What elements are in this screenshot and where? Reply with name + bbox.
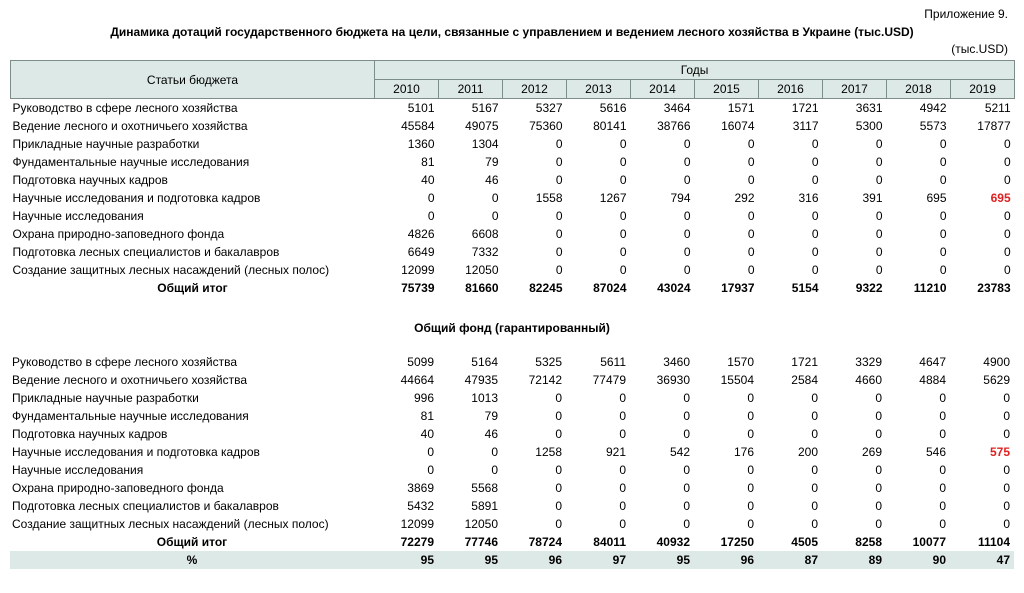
total-value: 81660 bbox=[465, 281, 499, 295]
percent-value: 95 bbox=[374, 551, 438, 569]
cell-value: 0 bbox=[683, 137, 691, 151]
cell-value: 0 bbox=[939, 245, 947, 259]
cell-value: 0 bbox=[811, 263, 819, 277]
cell-value: 0 bbox=[1003, 499, 1010, 513]
cell-value: 0 bbox=[811, 245, 819, 259]
cell-value: 0 bbox=[939, 209, 947, 223]
row-label: Подготовка лесных специалистов и бакалавров bbox=[12, 499, 279, 513]
cell-value: 5629 bbox=[983, 373, 1010, 387]
total-label: Общий итог bbox=[157, 281, 228, 295]
cell-value: 0 bbox=[619, 481, 626, 495]
cell-value: 0 bbox=[747, 155, 755, 169]
cell-value: 0 bbox=[875, 173, 883, 187]
cell-value: 0 bbox=[875, 409, 882, 423]
cell-value: 80141 bbox=[593, 119, 627, 133]
budget-table-total bbox=[10, 60, 1015, 297]
cell-value: 0 bbox=[555, 227, 563, 241]
cell-value: 4942 bbox=[919, 101, 947, 115]
cell-value: 0 bbox=[491, 209, 499, 223]
cell-value: 0 bbox=[555, 245, 563, 259]
cell-value: 0 bbox=[427, 445, 434, 459]
cell-value: 40 bbox=[421, 173, 435, 187]
cell-value: 0 bbox=[875, 209, 883, 223]
cell-value: 5432 bbox=[407, 499, 434, 513]
cell-value: 0 bbox=[619, 499, 626, 513]
table-row bbox=[10, 353, 1014, 371]
cell-value: 4660 bbox=[855, 373, 882, 387]
cell-value: 0 bbox=[875, 391, 882, 405]
header-year: 2017 bbox=[823, 80, 887, 99]
cell-value: 0 bbox=[811, 391, 818, 405]
cell-value: 47935 bbox=[464, 373, 498, 387]
cell-value: 0 bbox=[555, 173, 563, 187]
cell-value: 0 bbox=[555, 409, 562, 423]
header-year: 2012 bbox=[503, 80, 567, 99]
cell-value: 0 bbox=[1003, 155, 1011, 169]
cell-value: 0 bbox=[875, 427, 882, 441]
cell-value: 0 bbox=[875, 263, 883, 277]
cell-value: 0 bbox=[491, 463, 498, 477]
cell-value: 0 bbox=[939, 263, 947, 277]
cell-value: 36930 bbox=[656, 373, 690, 387]
cell-value: 0 bbox=[683, 173, 691, 187]
cell-value: 0 bbox=[811, 137, 819, 151]
cell-value: 0 bbox=[619, 155, 627, 169]
cell-value: 0 bbox=[555, 427, 562, 441]
row-label: Научные исследования и подготовка кадров bbox=[12, 445, 260, 459]
cell-value: 0 bbox=[939, 137, 947, 151]
cell-value: 5325 bbox=[535, 355, 562, 369]
percent-value: 95 bbox=[438, 551, 502, 569]
cell-value: 200 bbox=[797, 445, 818, 459]
total-value: 78724 bbox=[528, 535, 562, 549]
cell-value: 0 bbox=[875, 227, 883, 241]
cell-value: 0 bbox=[747, 263, 755, 277]
cell-value: 46 bbox=[484, 427, 498, 441]
cell-value: 0 bbox=[939, 517, 946, 531]
cell-value: 0 bbox=[875, 155, 883, 169]
cell-value: 49075 bbox=[465, 119, 499, 133]
cell-value: 0 bbox=[555, 155, 563, 169]
cell-value: 0 bbox=[1003, 227, 1011, 241]
cell-value: 0 bbox=[1003, 263, 1011, 277]
cell-value: 0 bbox=[491, 191, 499, 205]
cell-value: 5327 bbox=[535, 101, 563, 115]
header-items: Статьи бюджета bbox=[11, 61, 375, 99]
cell-value: 0 bbox=[1003, 245, 1011, 259]
cell-value: 1013 bbox=[471, 391, 498, 405]
cell-value: 0 bbox=[555, 391, 562, 405]
cell-value: 269 bbox=[861, 445, 882, 459]
percent-value: 87 bbox=[758, 551, 822, 569]
cell-value: 1721 bbox=[791, 355, 818, 369]
cell-value: 5300 bbox=[855, 119, 883, 133]
row-label: Охрана природно-заповедного фонда bbox=[12, 481, 224, 495]
row-label: Ведение лесного и охотничьего хозяйства bbox=[12, 373, 248, 387]
total-value: 77746 bbox=[464, 535, 498, 549]
cell-value: 1267 bbox=[599, 191, 627, 205]
total-value: 10077 bbox=[912, 535, 946, 549]
cell-value: 0 bbox=[555, 517, 562, 531]
cell-value: 0 bbox=[811, 463, 818, 477]
cell-value: 12050 bbox=[465, 263, 499, 277]
total-value: 8258 bbox=[855, 535, 882, 549]
percent-value: 95 bbox=[630, 551, 694, 569]
cell-value: 0 bbox=[811, 481, 818, 495]
table-row bbox=[11, 189, 1015, 207]
table-row bbox=[11, 153, 1015, 171]
cell-value: 0 bbox=[555, 137, 563, 151]
total-value: 11104 bbox=[977, 535, 1010, 549]
total-value: 17937 bbox=[721, 281, 755, 295]
highlighted-value: 575 bbox=[989, 445, 1010, 459]
cell-value: 1571 bbox=[727, 101, 755, 115]
cell-value: 15504 bbox=[720, 373, 754, 387]
row-label: Охрана природно-заповедного фонда bbox=[12, 227, 225, 241]
cell-value: 0 bbox=[939, 481, 946, 495]
row-label: Фундаментальные научные исследования bbox=[12, 155, 250, 169]
cell-value: 3117 bbox=[792, 119, 819, 133]
cell-value: 0 bbox=[427, 191, 435, 205]
percent-value: 96 bbox=[694, 551, 758, 569]
header-year: 2015 bbox=[695, 80, 759, 99]
table-row bbox=[11, 243, 1015, 261]
cell-value: 7332 bbox=[471, 245, 499, 259]
row-label: Подготовка лесных специалистов и бакалавров bbox=[12, 245, 280, 259]
cell-value: 996 bbox=[413, 391, 434, 405]
header-year: 2013 bbox=[567, 80, 631, 99]
cell-value: 0 bbox=[811, 499, 818, 513]
cell-value: 1258 bbox=[535, 445, 562, 459]
cell-value: 0 bbox=[811, 173, 819, 187]
cell-value: 0 bbox=[683, 245, 691, 259]
cell-value: 0 bbox=[1003, 173, 1011, 187]
cell-value: 695 bbox=[926, 191, 947, 205]
percent-value: 47 bbox=[950, 551, 1014, 569]
row-label: Подготовка научных кадров bbox=[12, 173, 168, 187]
cell-value: 4900 bbox=[983, 355, 1010, 369]
table-row bbox=[10, 497, 1014, 515]
cell-value: 5616 bbox=[599, 101, 627, 115]
total-label: Общий итог bbox=[156, 535, 228, 549]
table-row bbox=[10, 389, 1014, 407]
header-year: 2010 bbox=[375, 80, 439, 99]
cell-value: 81 bbox=[420, 409, 434, 423]
cell-value: 5568 bbox=[471, 481, 498, 495]
row-label: Руководство в сфере лесного хозяйства bbox=[12, 101, 238, 115]
row-label: Создание защитных лесных насаждений (лесных полос) bbox=[12, 263, 330, 277]
cell-value: 46 bbox=[485, 173, 499, 187]
cell-value: 0 bbox=[491, 445, 498, 459]
cell-value: 0 bbox=[811, 155, 819, 169]
cell-value: 176 bbox=[733, 445, 754, 459]
cell-value: 1558 bbox=[535, 191, 563, 205]
cell-value: 0 bbox=[683, 227, 691, 241]
total-value: 17250 bbox=[720, 535, 754, 549]
document-title: Динамика дотаций государственного бюджета на цели, связанные с управлением и ведением лесного хозяйства в Украине (тыс.USD) bbox=[110, 25, 914, 39]
total-value: 23783 bbox=[977, 281, 1011, 295]
cell-value: 0 bbox=[811, 209, 819, 223]
cell-value: 794 bbox=[670, 191, 691, 205]
cell-value: 5211 bbox=[984, 101, 1011, 115]
total-value: 82245 bbox=[529, 281, 563, 295]
total-value: 4505 bbox=[791, 535, 818, 549]
total-value: 5154 bbox=[791, 281, 819, 295]
cell-value: 0 bbox=[683, 499, 690, 513]
cell-value: 0 bbox=[747, 409, 754, 423]
table-row bbox=[11, 225, 1015, 243]
table-row bbox=[11, 99, 1015, 118]
row-label: Научные исследования bbox=[12, 209, 144, 223]
cell-value: 0 bbox=[875, 499, 882, 513]
cell-value: 0 bbox=[811, 517, 818, 531]
cell-value: 1721 bbox=[791, 101, 819, 115]
cell-value: 0 bbox=[1003, 137, 1011, 151]
table-row bbox=[10, 425, 1014, 443]
cell-value: 0 bbox=[747, 481, 754, 495]
cell-value: 0 bbox=[619, 173, 627, 187]
cell-value: 0 bbox=[1003, 409, 1010, 423]
cell-value: 0 bbox=[875, 463, 882, 477]
percent-value: 89 bbox=[822, 551, 886, 569]
cell-value: 5891 bbox=[471, 499, 498, 513]
cell-value: 0 bbox=[875, 137, 883, 151]
cell-value: 0 bbox=[939, 155, 947, 169]
header-year: 2019 bbox=[951, 80, 1015, 99]
section-title-general-fund: Общий фонд (гарантированный) bbox=[414, 321, 610, 335]
row-label: Фундаментальные научные исследования bbox=[12, 409, 249, 423]
cell-value: 5164 bbox=[471, 355, 498, 369]
table-row bbox=[10, 407, 1014, 425]
cell-value: 12050 bbox=[464, 517, 498, 531]
cell-value: 0 bbox=[1003, 209, 1011, 223]
cell-value: 0 bbox=[555, 463, 562, 477]
cell-value: 4884 bbox=[919, 373, 946, 387]
row-label: Прикладные научные разработки bbox=[12, 391, 199, 405]
cell-value: 0 bbox=[683, 209, 691, 223]
budget-table-general-fund bbox=[10, 353, 1014, 569]
cell-value: 0 bbox=[619, 227, 627, 241]
percent-row bbox=[10, 551, 1014, 569]
cell-value: 0 bbox=[619, 517, 626, 531]
row-label: Подготовка научных кадров bbox=[12, 427, 168, 441]
cell-value: 0 bbox=[683, 155, 691, 169]
cell-value: 0 bbox=[939, 463, 946, 477]
cell-value: 0 bbox=[555, 481, 562, 495]
cell-value: 0 bbox=[683, 463, 690, 477]
cell-value: 0 bbox=[683, 481, 690, 495]
cell-value: 1304 bbox=[471, 137, 499, 151]
cell-value: 0 bbox=[1003, 391, 1010, 405]
cell-value: 5611 bbox=[600, 355, 626, 369]
cell-value: 542 bbox=[669, 445, 690, 459]
cell-value: 0 bbox=[619, 463, 626, 477]
total-value: 87024 bbox=[593, 281, 627, 295]
cell-value: 921 bbox=[605, 445, 626, 459]
total-value: 75739 bbox=[401, 281, 435, 295]
table-row bbox=[10, 461, 1014, 479]
cell-value: 6649 bbox=[407, 245, 435, 259]
cell-value: 12099 bbox=[400, 517, 434, 531]
table-row bbox=[10, 479, 1014, 497]
table-row bbox=[11, 135, 1015, 153]
cell-value: 0 bbox=[811, 427, 818, 441]
cell-value: 12099 bbox=[401, 263, 435, 277]
total-row bbox=[11, 279, 1015, 297]
cell-value: 0 bbox=[555, 499, 562, 513]
cell-value: 0 bbox=[683, 391, 690, 405]
cell-value: 1360 bbox=[407, 137, 435, 151]
cell-value: 0 bbox=[683, 409, 690, 423]
cell-value: 0 bbox=[555, 209, 563, 223]
cell-value: 0 bbox=[747, 227, 755, 241]
cell-value: 3631 bbox=[855, 101, 883, 115]
cell-value: 0 bbox=[619, 391, 626, 405]
cell-value: 72142 bbox=[528, 373, 562, 387]
percent-value: 90 bbox=[886, 551, 950, 569]
row-label: Научные исследования bbox=[12, 463, 144, 477]
cell-value: 79 bbox=[484, 409, 498, 423]
cell-value: 546 bbox=[925, 445, 946, 459]
percent-label: % bbox=[10, 551, 374, 569]
cell-value: 0 bbox=[619, 263, 627, 277]
cell-value: 0 bbox=[747, 427, 754, 441]
cell-value: 0 bbox=[1003, 517, 1010, 531]
cell-value: 0 bbox=[683, 427, 690, 441]
cell-value: 0 bbox=[683, 263, 691, 277]
unit-label: (тыс.USD) bbox=[951, 42, 1008, 56]
cell-value: 292 bbox=[734, 191, 755, 205]
cell-value: 0 bbox=[747, 517, 754, 531]
cell-value: 38766 bbox=[657, 119, 691, 133]
cell-value: 0 bbox=[683, 517, 690, 531]
cell-value: 0 bbox=[427, 209, 435, 223]
percent-value: 97 bbox=[566, 551, 630, 569]
cell-value: 0 bbox=[619, 245, 627, 259]
cell-value: 0 bbox=[939, 391, 946, 405]
cell-value: 1570 bbox=[727, 355, 754, 369]
total-value: 43024 bbox=[657, 281, 691, 295]
cell-value: 0 bbox=[875, 245, 883, 259]
cell-value: 2584 bbox=[791, 373, 818, 387]
cell-value: 6608 bbox=[471, 227, 499, 241]
cell-value: 77479 bbox=[592, 373, 626, 387]
cell-value: 17877 bbox=[977, 119, 1011, 133]
cell-value: 0 bbox=[747, 245, 755, 259]
cell-value: 0 bbox=[747, 173, 755, 187]
percent-value: 96 bbox=[502, 551, 566, 569]
table-row bbox=[11, 171, 1015, 189]
table-row bbox=[11, 117, 1015, 135]
cell-value: 0 bbox=[619, 409, 626, 423]
row-label: Создание защитных лесных насаждений (лесных полос) bbox=[12, 517, 329, 531]
header-year: 2011 bbox=[439, 80, 503, 99]
cell-value: 5573 bbox=[919, 119, 947, 133]
appendix-label: Приложение 9. bbox=[924, 7, 1008, 21]
cell-value: 0 bbox=[939, 173, 947, 187]
header-year: 2018 bbox=[887, 80, 951, 99]
cell-value: 0 bbox=[747, 137, 755, 151]
cell-value: 0 bbox=[747, 499, 754, 513]
cell-value: 5167 bbox=[471, 101, 499, 115]
total-value: 72279 bbox=[400, 535, 434, 549]
cell-value: 75360 bbox=[529, 119, 563, 133]
table-row bbox=[11, 207, 1015, 225]
cell-value: 0 bbox=[619, 137, 627, 151]
cell-value: 0 bbox=[939, 409, 946, 423]
cell-value: 0 bbox=[811, 409, 818, 423]
cell-value: 0 bbox=[811, 227, 819, 241]
total-row bbox=[10, 533, 1014, 551]
header-year: 2016 bbox=[759, 80, 823, 99]
cell-value: 4647 bbox=[919, 355, 946, 369]
cell-value: 3460 bbox=[663, 355, 690, 369]
total-value: 84011 bbox=[593, 535, 626, 549]
row-label: Прикладные научные разработки bbox=[12, 137, 200, 151]
header-year: 2014 bbox=[631, 80, 695, 99]
cell-value: 3464 bbox=[663, 101, 691, 115]
cell-value: 0 bbox=[1003, 481, 1010, 495]
highlighted-value: 695 bbox=[990, 191, 1011, 205]
cell-value: 40 bbox=[420, 427, 434, 441]
cell-value: 4826 bbox=[407, 227, 435, 241]
row-label: Ведение лесного и охотничьего хозяйства bbox=[12, 119, 248, 133]
cell-value: 0 bbox=[939, 499, 946, 513]
table-row bbox=[10, 371, 1014, 389]
total-value: 40932 bbox=[656, 535, 690, 549]
cell-value: 5101 bbox=[407, 101, 435, 115]
cell-value: 0 bbox=[747, 209, 755, 223]
cell-value: 44664 bbox=[400, 373, 434, 387]
header-years: Годы bbox=[375, 61, 1015, 80]
cell-value: 3869 bbox=[407, 481, 434, 495]
cell-value: 0 bbox=[1003, 427, 1010, 441]
total-value: 9322 bbox=[855, 281, 883, 295]
cell-value: 0 bbox=[1003, 463, 1010, 477]
cell-value: 391 bbox=[862, 191, 883, 205]
row-label: Руководство в сфере лесного хозяйства bbox=[12, 355, 238, 369]
cell-value: 16074 bbox=[721, 119, 755, 133]
cell-value: 0 bbox=[619, 209, 627, 223]
cell-value: 0 bbox=[875, 481, 882, 495]
cell-value: 81 bbox=[421, 155, 435, 169]
cell-value: 3329 bbox=[855, 355, 882, 369]
cell-value: 0 bbox=[939, 427, 946, 441]
cell-value: 79 bbox=[485, 155, 499, 169]
cell-value: 0 bbox=[619, 427, 626, 441]
table-row bbox=[10, 515, 1014, 533]
cell-value: 45584 bbox=[401, 119, 435, 133]
cell-value: 0 bbox=[747, 391, 754, 405]
cell-value: 0 bbox=[555, 263, 563, 277]
cell-value: 316 bbox=[798, 191, 819, 205]
cell-value: 0 bbox=[939, 227, 947, 241]
cell-value: 0 bbox=[747, 463, 754, 477]
table-row bbox=[10, 443, 1014, 461]
cell-value: 5099 bbox=[407, 355, 434, 369]
row-label: Научные исследования и подготовка кадров bbox=[12, 191, 261, 205]
cell-value: 0 bbox=[875, 517, 882, 531]
cell-value: 0 bbox=[427, 463, 434, 477]
table-row bbox=[11, 261, 1015, 279]
total-value: 11210 bbox=[913, 281, 947, 295]
